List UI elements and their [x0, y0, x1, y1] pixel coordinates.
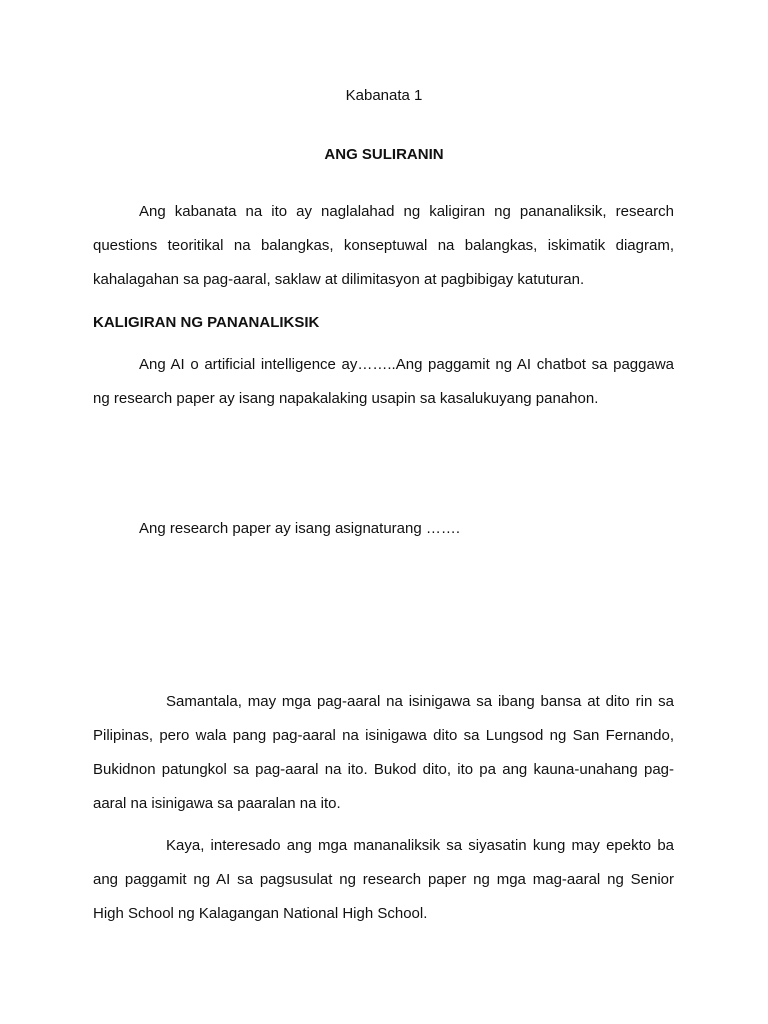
chapter-label: Kabanata 1: [345, 87, 423, 104]
section-heading: KALIGIRAN NG PANANALIKSIK: [93, 314, 320, 331]
chapter-title: ANG SULIRANIN: [324, 146, 444, 163]
paragraph-research-gap: Samantala, may mga pag-aaral na isinigawa sa ibang bansa at dito rin sa Pilipinas, pero wala pang pag-aaral na isinigawa dito sa Lungsod ng San Fernando, Bukidnon patungkol sa pag-aaral na ito. Bukod dito, ito pa ang kauna-unahang pag-aaral na isinigawa sa paaralan na ito.: [93, 693, 674, 812]
paragraph-research-purpose: Kaya, interesado ang mga mananaliksik sa siyasatin kung may epekto ba ang paggamit ng AI sa pagsusulat ng research paper ng mga mag-aaral ng Senior High School ng Kalagangan National High School.: [93, 837, 674, 922]
paragraph-research-paper: Ang research paper ay isang asignaturang …….: [139, 520, 461, 537]
intro-paragraph: Ang kabanata na ito ay naglalahad ng kaligiran ng pananaliksik, research questions teoritikal na balangkas, konseptuwal na balangkas, iskimatik diagram, kahalagahan sa pag-aaral, saklaw at dilimitasyon at pagbibigay katuturan.: [93, 203, 674, 288]
paragraph-ai-definition: Ang AI o artificial intelligence ay……..Ang paggamit ng AI chatbot sa paggawa ng research paper ay isang napakalaking usapin sa kasalukuyang panahon.: [93, 356, 674, 407]
